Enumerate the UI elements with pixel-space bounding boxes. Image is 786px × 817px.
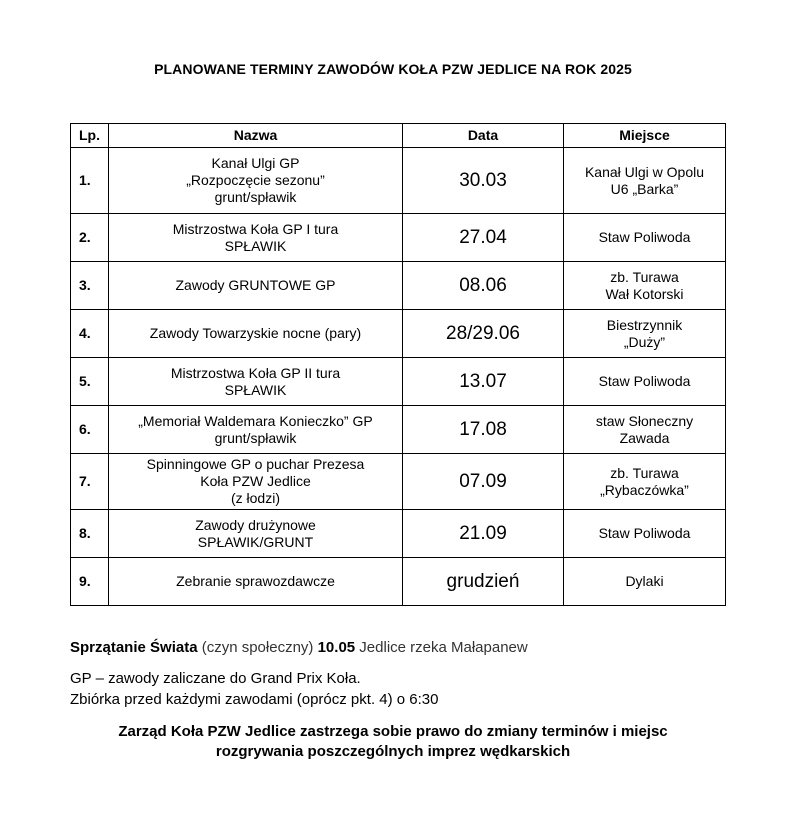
event-name: [109, 310, 403, 358]
row-number: 6.: [71, 406, 109, 454]
row-number: 4.: [71, 310, 109, 358]
table-row: [71, 262, 726, 310]
event-place-line: U6 „Barka”: [610, 180, 679, 197]
event-name: [109, 558, 403, 606]
board-notice: [0, 722, 786, 762]
event-place: [564, 262, 726, 310]
event-place: [564, 558, 726, 606]
cleanup-place: Jedlice rzeka Małapanew: [355, 639, 528, 656]
event-name: [109, 454, 403, 510]
table-row: [71, 358, 726, 406]
event-name-line: Spinningowe GP o puchar Prezesa: [146, 456, 365, 472]
event-place-line: Staw Poliwoda: [598, 525, 691, 541]
event-name-line: SPŁAWIK/GRUNT: [197, 533, 314, 550]
table-row: [71, 214, 726, 262]
event-name-line: „Rozpoczęcie sezonu”: [186, 172, 325, 188]
note-gp: GP – zawody zaliczane do Grand Prix Koła.: [70, 670, 361, 687]
event-name-line: Mistrzostwa Koła GP II tura: [170, 364, 341, 381]
row-number: 9.: [71, 558, 109, 606]
event-place: [564, 406, 726, 454]
event-name: [109, 262, 403, 310]
event-name: [109, 510, 403, 558]
event-name-line: SPŁAWIK: [224, 237, 287, 254]
event-place-line: Biestrzynnik: [606, 316, 683, 333]
event-name-line: Zebranie sprawozdawcze: [176, 573, 335, 589]
table-row: [71, 454, 726, 510]
event-name-line: Mistrzostwa Koła GP I tura: [172, 220, 339, 237]
header-date: Data: [403, 124, 564, 148]
event-date: 21.09: [403, 510, 564, 558]
event-name-line: (z łodzi): [230, 490, 280, 506]
header-place: Miejsce: [564, 124, 726, 148]
schedule-table: [70, 123, 726, 606]
event-place-line: zb. Turawa: [610, 464, 679, 481]
event-name: [109, 214, 403, 262]
event-date: 07.09: [403, 454, 564, 510]
event-name-line: Zawody GRUNTOWE GP: [175, 277, 336, 293]
event-place: [564, 510, 726, 558]
notice-line: Zarząd Koła PZW Jedlice zastrzega sobie prawo do zmiany terminów i miejsc: [118, 723, 668, 740]
event-place-line: Kanał Ulgi w Opolu: [584, 163, 705, 180]
event-date: 30.03: [403, 148, 564, 214]
event-place-line: „Rybaczówka”: [600, 481, 689, 498]
event-name: [109, 358, 403, 406]
cleanup-note: (czyn społeczny): [197, 639, 318, 656]
event-place: [564, 310, 726, 358]
cleanup-date: 10.05: [317, 639, 356, 656]
table-row: [71, 148, 726, 214]
table-row: [71, 406, 726, 454]
event-place: [564, 148, 726, 214]
event-place-line: Staw Poliwoda: [598, 229, 691, 245]
event-date: 27.04: [403, 214, 564, 262]
event-date: 17.08: [403, 406, 564, 454]
event-name-line: Kanał Ulgi GP: [211, 155, 300, 171]
event-place: [564, 454, 726, 510]
event-name: [109, 148, 403, 214]
row-number: 5.: [71, 358, 109, 406]
page-title: PLANOWANE TERMINY ZAWODÓW KOŁA PZW JEDLICE NA ROK 2025: [154, 61, 632, 77]
event-place-line: „Duży”: [623, 333, 666, 350]
event-name-line: SPŁAWIK: [224, 381, 287, 398]
event-place: [564, 214, 726, 262]
event-date: 08.06: [403, 262, 564, 310]
event-place-line: Dylaki: [625, 573, 664, 589]
event-place-line: Zawada: [619, 429, 670, 446]
notice-line: rozgrywania poszczególnych imprez wędkarskich: [215, 743, 571, 760]
event-place-line: zb. Turawa: [610, 268, 679, 285]
event-name: [109, 406, 403, 454]
event-date: 13.07: [403, 358, 564, 406]
event-place-line: Wał Kotorski: [605, 285, 684, 302]
event-name-line: Koła PZW Jedlice: [200, 473, 311, 489]
row-number: 1.: [71, 148, 109, 214]
header-lp: Lp.: [71, 124, 109, 148]
note-meeting: Zbiórka przed każdymi zawodami (oprócz pkt. 4) o 6:30: [70, 691, 439, 708]
event-place-line: Staw Poliwoda: [598, 373, 691, 389]
event-name-line: grunt/spławik: [214, 189, 297, 205]
header-name: Nazwa: [109, 124, 403, 148]
table-row: [71, 510, 726, 558]
event-name-line: Zawody drużynowe: [195, 516, 316, 533]
event-place: [564, 358, 726, 406]
event-place-line: staw Słoneczny: [595, 412, 694, 429]
row-number: 2.: [71, 214, 109, 262]
table-row: [71, 310, 726, 358]
event-date: grudzień: [403, 558, 564, 606]
row-number: 8.: [71, 510, 109, 558]
cleanup-label: Sprzątanie Świata: [70, 639, 198, 656]
cleanup-line: [70, 639, 528, 656]
event-date: 28/29.06: [403, 310, 564, 358]
event-name-line: „Memoriał Waldemara Konieczko” GP: [138, 412, 373, 429]
event-name-line: grunt/spławik: [214, 429, 297, 446]
table-row: [71, 558, 726, 606]
table-header-row: [71, 124, 726, 148]
event-name-line: Zawody Towarzyskie nocne (pary): [149, 325, 362, 341]
row-number: 7.: [71, 454, 109, 510]
row-number: 3.: [71, 262, 109, 310]
